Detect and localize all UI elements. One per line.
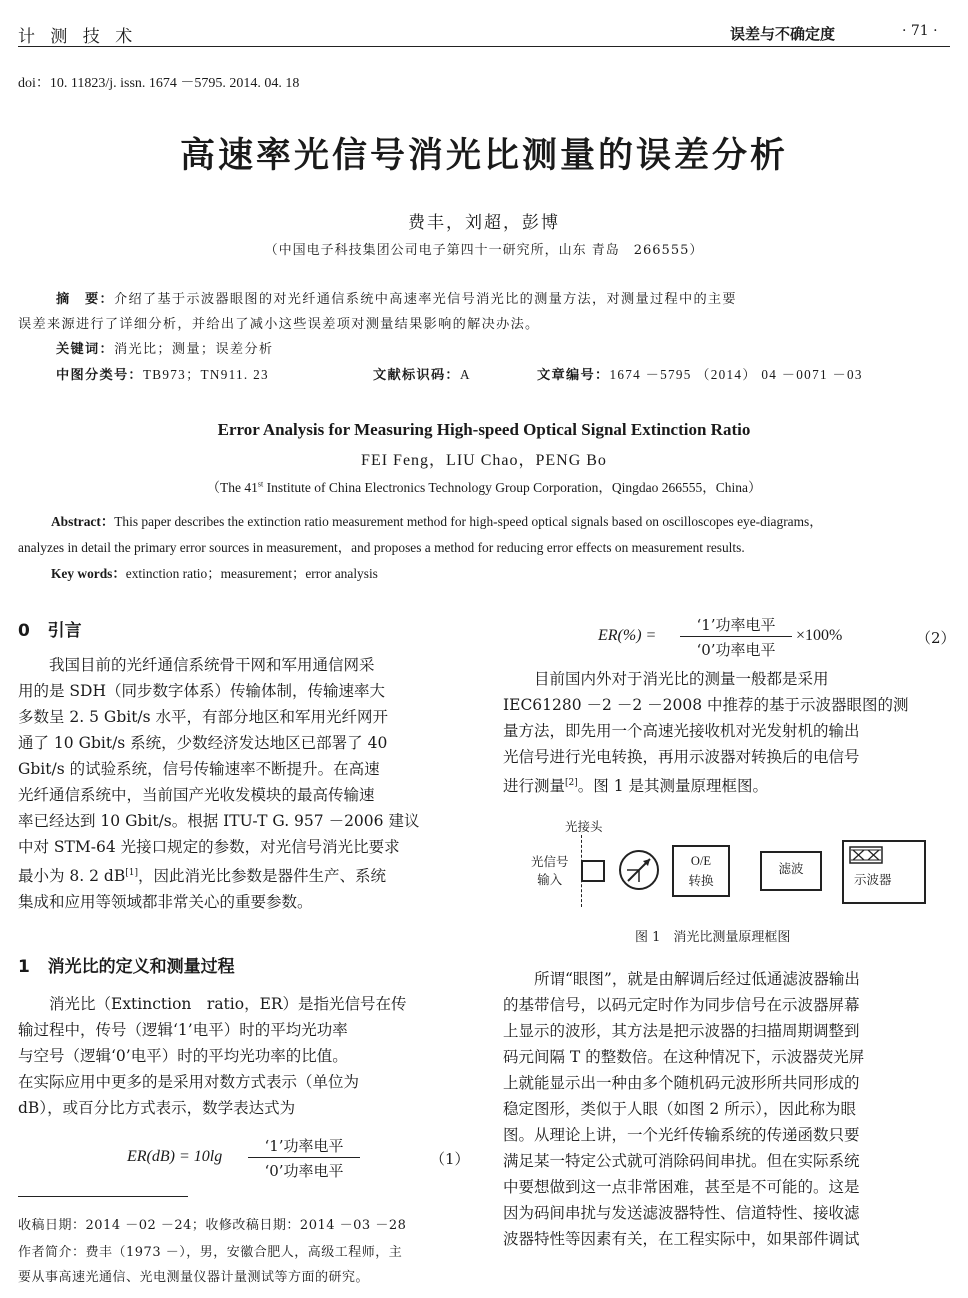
author-bio-line1: 作者简介：费丰（1973 －），男，安徽合肥人，高级工程师，主 — [18, 1245, 403, 1260]
measurement-paragraph: 目前国内外对于消光比的测量一般都是采用 IEC61280 －2 －2 －2008 中推荐的基于示波器眼图的测 量方法，即先用一个高速光接收机对光发射机的输出 光信号进行光电转换，再用示波器对转换后的电信号 进行测量[2]。图 1 是其测量原理框图。 — [503, 670, 909, 796]
connector-block — [581, 860, 605, 882]
header-rule — [18, 46, 950, 47]
clc-number: 中图分类号：TB973；TN911. 23 — [56, 367, 269, 383]
document-code: 文献标识码：A — [373, 367, 471, 383]
english-abstract-line2: analyzes in detail the primary error sources in measurement，and proposes a method for reducing error effects on measurement results. — [18, 540, 745, 555]
english-abstract-line1: Abstract：This paper describes the extinction ratio measurement method for high-speed optical signals based on oscilloscopes eye-diagrams， — [51, 514, 823, 529]
equation-2-numerator: ‘1’功率电平 — [696, 616, 776, 634]
filter-box: 滤波 — [760, 851, 822, 891]
paper-title: 高速率光信号消光比测量的误差分析 — [179, 136, 788, 176]
equation-2-rhs: ×100% — [796, 627, 843, 644]
author-bio-line2: 要从事高速光通信、光电测量仪器计量测试等方面的研究。 — [18, 1270, 370, 1285]
article-number: 文章编号：1674 －5795 （2014） 04 －0071 －03 — [537, 367, 863, 383]
page-number: · 71 · — [902, 23, 938, 39]
figure-1-caption: 图 1 消光比测量原理框图 — [635, 930, 791, 945]
doi: doi：10. 11823/j. issn. 1674 －5795. 2014. 04. 18 — [18, 76, 300, 91]
equation-1-lhs: ER(dB) = 10lg — [127, 1148, 223, 1165]
eye-diagram-icon — [849, 846, 883, 864]
equation-2-denominator: ‘0’功率电平 — [696, 641, 776, 659]
english-affiliation: （The 41st Institute of China Electronics Technology Group Corporation，Qingdao 266555，China） — [206, 479, 762, 495]
english-title: Error Analysis for Measuring High-speed Optical Signal Extinction Ratio — [217, 420, 751, 439]
equation-1-numerator: ‘1’功率电平 — [264, 1137, 344, 1155]
citation-2[interactable]: [2] — [565, 778, 578, 788]
input-label: 光信号 输入 — [531, 854, 569, 887]
authors: 费丰，刘超，彭博 — [408, 213, 560, 233]
connector-label: 光接头 — [565, 819, 603, 834]
abstract-cn-label: 摘 要： — [56, 292, 114, 307]
citation-1[interactable]: [1] — [125, 868, 138, 878]
section-0-heading: 0 引言 — [18, 621, 82, 641]
section-1-heading: 1 消光比的定义和测量过程 — [18, 957, 235, 977]
equation-2-lhs: ER(%) = — [598, 627, 657, 644]
received-date: 收稿日期：2014 －02 －24；收修改稿日期：2014 －03 －28 — [18, 1218, 407, 1233]
oscilloscope-box — [842, 840, 926, 904]
receiver-meter-icon — [617, 848, 661, 892]
equation-2-fraction-bar — [680, 636, 792, 637]
journal-name: 计 测 技 术 — [18, 27, 138, 47]
section-name: 误差与不确定度 — [730, 25, 836, 43]
english-keywords: Key words：extinction ratio；measurement；error analysis — [51, 566, 378, 581]
equation-2-number: （2） — [916, 629, 956, 647]
keywords-cn: 关键词：消光比；测量；误差分析 — [56, 342, 274, 357]
eye-diagram-paragraph: 所谓“眼图”，就是由解调后经过低通滤波器输出 的基带信号，以码元定时作为同步信号在示波器屏幕 上显示的波形，其方法是把示波器的扫描周期调整到 码元间隔 T 的整数倍。在这种情况下，示波器荧光屏 上就能显示出一种由多个随机码元波形所共同形成的 稳定图形，类似于人眼（如图 2 所示），因此称为眼 图。从理论上讲，一个光纤传输系统的传递函数只要 满足某一特定公式就可消除码间串扰。但在实际系统 中要想做到这一点非常困难，甚至是不可能的。这是 因为码间串扰与发送滤波器特性、信道特性、接收滤 波器特性等因素有关，在工程实际中，如果部件调试 — [503, 970, 865, 1248]
footnote-rule — [18, 1196, 188, 1197]
intro-paragraph: 我国目前的光纤通信系统骨干网和军用通信网采 用的是 SDH（同步数字体系）传输体制，传输速率大 多数呈 2. 5 Gbit/s 水平，有部分地区和军用光纤网开 通了 10 Gbit/s 系统，少数经济发达地区已部署了 40 Gbit/s 的试验系统，信号传输速率不断提升。在高速 光纤通信系统中，当前国产光收发模块的最高传输速 率已经达到 10 Gbit/s。根据 ITU-T G. 957 －2006 建议 中对 STM-64 光接口规定的参数，对光信号消光比要求 最小为 8. 2 dB[1]，因此消光比参数是器件生产、系统 集成和应用等领域都非常关心的重要参数。 — [18, 656, 420, 912]
oscilloscope-label: 示波器 — [854, 872, 892, 887]
oe-converter-box: O/E 转换 — [672, 845, 730, 897]
affiliation: （中国电子科技集团公司电子第四十一研究所，山东 青岛 266555） — [264, 243, 704, 258]
figure-1-diagram — [529, 815, 949, 909]
equation-1-denominator: ‘0’功率电平 — [264, 1162, 344, 1180]
english-authors: FEI Feng，LIU Chao，PENG Bo — [361, 452, 607, 469]
equation-1-number: （1） — [430, 1150, 470, 1168]
definition-paragraph: 消光比（Extinction ratio，ER）是指光信号在传 输过程中，传号（逻辑‘1’电平）时的平均光功率 与空号（逻辑‘0’电平）时的平均光功率的比值。 在实际应用中更多的是采用对数方式表示（单位为 dB），或百分比方式表示，数学表达式为 — [18, 995, 407, 1117]
equation-1-fraction-bar — [248, 1157, 360, 1158]
abstract-cn-line2: 误差来源进行了详细分析，并给出了减小这些误差项对测量结果影响的解决办法。 — [18, 317, 540, 332]
abstract-cn-line1: 摘 要：介绍了基于示波器眼图的对光纤通信系统中高速率光信号消光比的测量方法，对测量过程中的主要 — [56, 292, 737, 307]
